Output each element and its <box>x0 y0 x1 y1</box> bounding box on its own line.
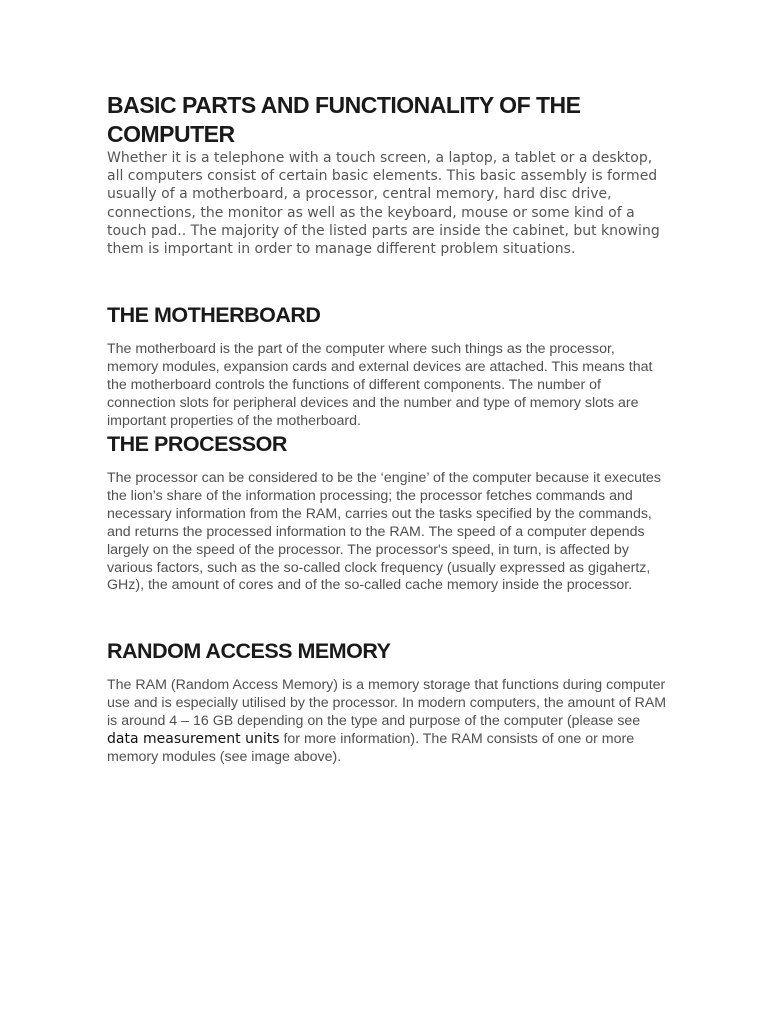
motherboard-heading: THE MOTHERBOARD <box>107 303 321 327</box>
motherboard-paragraph: The motherboard is the part of the computer where such things as the processor, memory modules, expansion cards and external devices are attached. This means that the motherboard controls the functions of different components. The number of connection slots for peripheral devices and the number and type of memory slots are important properties of the motherboard. <box>107 341 653 429</box>
ram-text-after-link: for more information). The RAM consists of one or more memory modules (see image above). <box>107 730 635 765</box>
intro-paragraph: Whether it is a telephone with a touch screen, a laptop, a tablet or a desktop, all computers consist of certain basic elements. This basic assembly is formed usually of a motherboard, a processor, central memory, hard disc drive, connections, the monitor as well as the keyboard, mouse or some kind of a touch pad.. The majority of the listed parts are inside the cabinet, but knowing them is important in order to manage different problem situations. <box>107 150 660 258</box>
ram-text-before-link: The RAM (Random Access Memory) is a memory storage that functions during computer use and is especially utilised by the processor. In modern computers, the amount of RAM is around 4 – 16 GB depending on the type and purpose of the computer (please see <box>107 677 667 729</box>
ram-heading: RANDOM ACCESS MEMORY <box>107 639 391 663</box>
document-title: BASIC PARTS AND FUNCTIONALITY OF THE COMPUTER <box>107 92 581 147</box>
data-measurement-units-link[interactable]: data measurement units <box>107 730 280 747</box>
processor-paragraph: The processor can be considered to be the ‘engine’ of the computer because it executes the lion’s share of the information processing; the processor fetches commands and necessary information from the RAM, carries out the tasks specified by the commands, and returns the processed information to the RAM. The speed of a computer depends largely on the speed of the processor. The processor's speed, in turn, is affected by various factors, such as the so-called clock frequency (usually expressed as gigahertz, GHz), the amount of cores and of the so-called cache memory inside the processor. <box>107 470 661 594</box>
ram-paragraph <box>107 677 667 767</box>
processor-heading: THE PROCESSOR <box>107 432 287 456</box>
